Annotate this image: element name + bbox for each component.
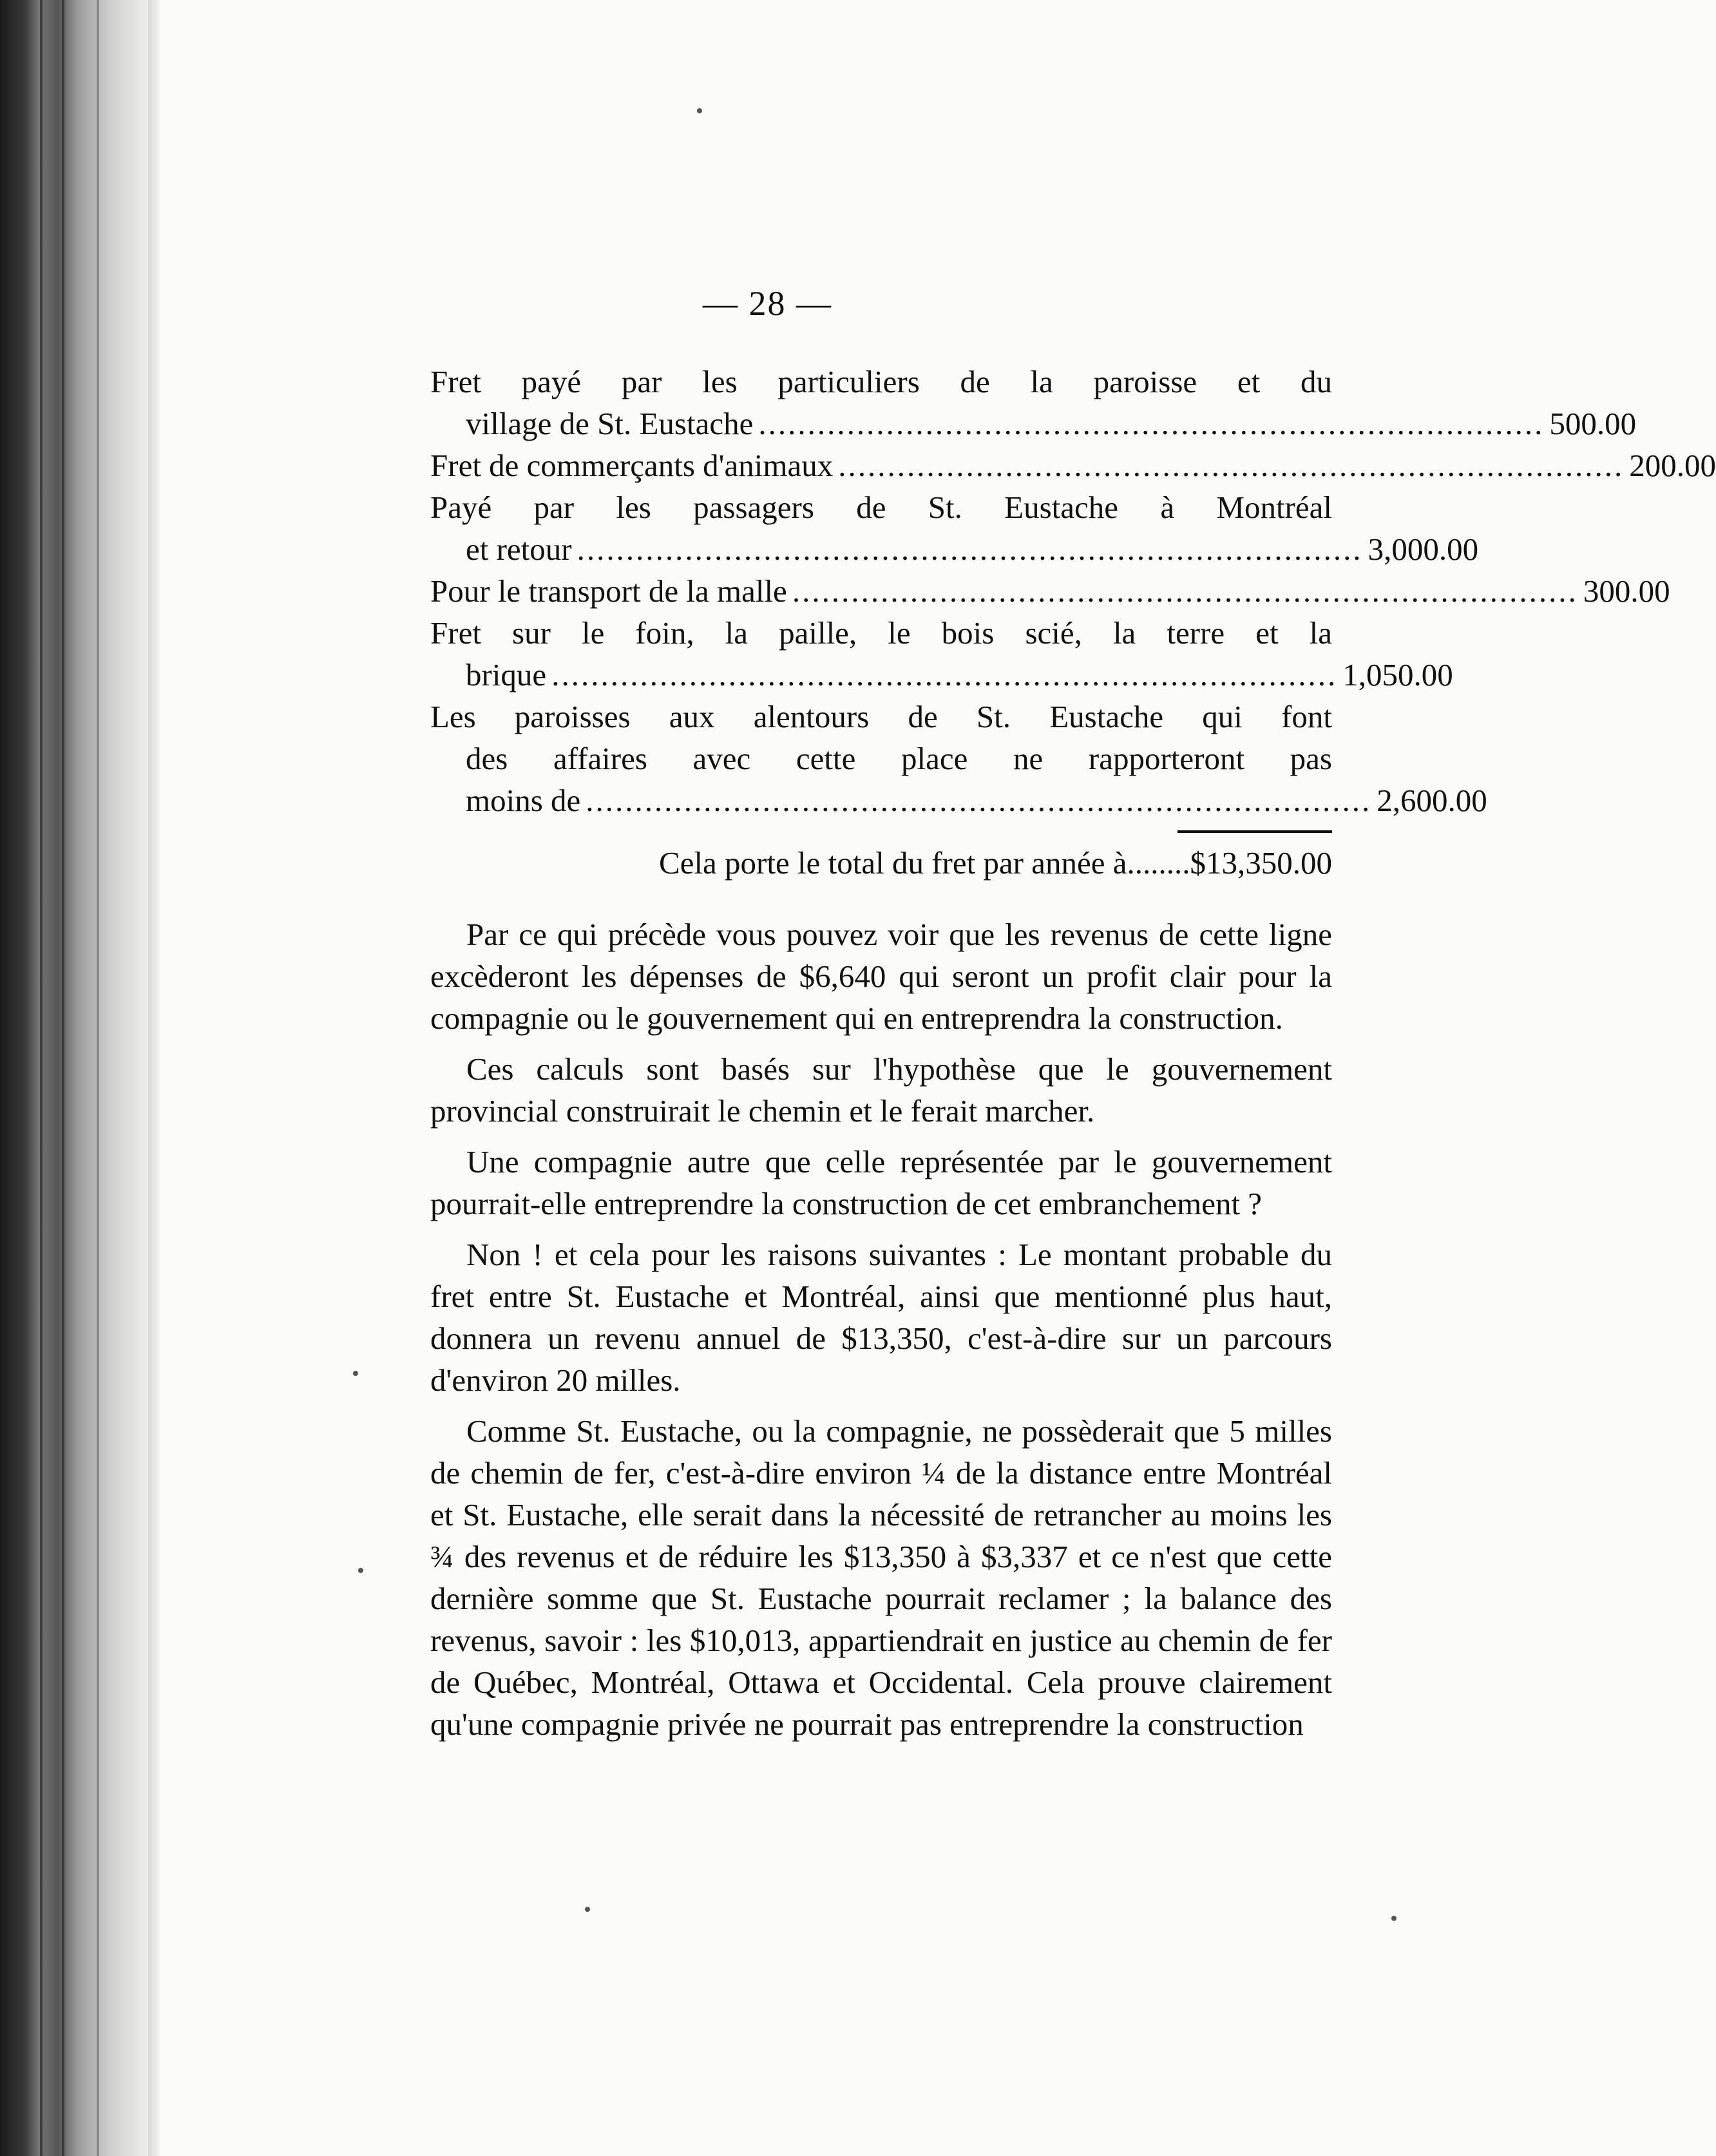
leader-dots: ................................................................................ — [838, 448, 1625, 483]
entry-amount-line — [430, 403, 1637, 444]
body-paragraph: Comme St. Eustache, ou la compagnie, ne possèderait que 5 milles de chemin de fer, c'est-à-dire environ ¼ de la distance entre Montréal et St. Eustache, elle serait dans la nécessité de retrancher au moins les ¾ des revenus et de réduire les $13,350 à $3,337 et ce n'est que cette dernière somme que St. Eustache pourrait reclamer ; la balance des revenus, savoir : les $10,013, appartiendrait en justice au chemin de fer de Québec, Montréal, Ottawa et Occidental. Cela prouve clairement qu'une compagnie privée ne pourrait pas entreprendre la construction — [430, 1413, 1332, 1742]
entry-text-line: Fret de commerçants d'animaux — [430, 448, 834, 483]
body-paragraph: Non ! et cela pour les raisons suivantes : Le montant probable du fret entre St. Eustache et Montréal, ainsi que mentionné plus haut, donnera un revenu annuel de $13,350, c'est-à-dire sur un parcours d'environ 20 milles. — [430, 1237, 1332, 1398]
leader-dots: ................................................................................ — [586, 783, 1372, 818]
print-speck — [697, 108, 702, 113]
entry-amount-line — [430, 779, 1487, 821]
entry-amount: 500.00 — [1549, 406, 1637, 441]
freight-entry — [430, 361, 1637, 444]
entry-text-line: moins de — [466, 783, 581, 818]
entry-text-line: village de St. Eustache — [466, 406, 754, 441]
leader-dots: ................................................................................ — [792, 573, 1578, 609]
binding-stripe — [62, 0, 64, 2156]
print-speck — [358, 1568, 363, 1573]
page-number: — 28 — — [703, 284, 832, 323]
freight-entry — [430, 612, 1453, 696]
entry-text-line: Pour le transport de la malle — [430, 573, 787, 609]
entry-text-line: et retour — [466, 531, 572, 567]
leader-dots: ................................................................................ — [551, 657, 1338, 692]
page-edge — [148, 0, 160, 2156]
total-amount: $13,350.00 — [1190, 845, 1332, 881]
freight-entry — [430, 570, 1670, 612]
body-paragraph: Par ce qui précède vous pouvez voir que les revenus de cette ligne excèderont les dépenses de $6,640 qui seront un profit clair pour la compagnie ou le gouvernement qui en entreprendra la construction. — [430, 917, 1332, 1036]
body-paragraph: Une compagnie autre que celle représentée par le gouvernement pourrait-elle entreprendre la construction de cet embranchement ? — [430, 1144, 1332, 1221]
entry-amount: 2,600.00 — [1377, 783, 1487, 818]
entry-amount: 3,000.00 — [1368, 531, 1479, 567]
entry-amount: 300.00 — [1583, 573, 1670, 609]
entry-text-line: Payé par les passagers de St. Eustache à Montréal — [430, 490, 1332, 525]
entry-text-line: Fret payé par les particuliers de la paroisse et du — [430, 364, 1332, 399]
entry-amount-line — [430, 654, 1453, 696]
entry-text-line: des affaires avec cette place ne rapporteront pas — [466, 741, 1332, 776]
freight-entry — [430, 444, 1716, 486]
leader-dots: ................................................................................ — [758, 406, 1545, 441]
freight-entry — [430, 486, 1479, 570]
entry-amount-line — [430, 444, 1716, 486]
print-speck — [1391, 1916, 1397, 1921]
book-binding — [0, 0, 148, 2156]
binding-stripe — [40, 0, 43, 2156]
entry-text-line: Les paroisses aux alentours de St. Eustache qui font — [430, 699, 1332, 734]
print-speck — [585, 1907, 590, 1912]
entry-amount-line — [430, 570, 1670, 612]
page-content — [430, 361, 1716, 1754]
total-label: Cela porte le total du fret par année à — [659, 845, 1127, 881]
leader-dots: ........ — [1127, 845, 1190, 881]
binding-stripe — [97, 0, 99, 2156]
entry-amount: 200.00 — [1629, 448, 1716, 483]
entry-text-line: brique — [466, 657, 547, 692]
entry-amount-line — [430, 528, 1479, 570]
freight-entry — [430, 696, 1487, 821]
total-rule — [1177, 830, 1332, 833]
leader-dots: ................................................................................ — [577, 531, 1363, 567]
entry-amount: 1,050.00 — [1342, 657, 1453, 692]
print-speck — [353, 1371, 358, 1376]
total-line — [430, 842, 1332, 884]
entry-text-line: Fret sur le foin, la paille, le bois scié, la terre et la — [430, 615, 1332, 651]
body-paragraph: Ces calculs sont basés sur l'hypothèse que le gouvernement provincial construirait le chemin et le ferait marcher. — [430, 1051, 1332, 1129]
